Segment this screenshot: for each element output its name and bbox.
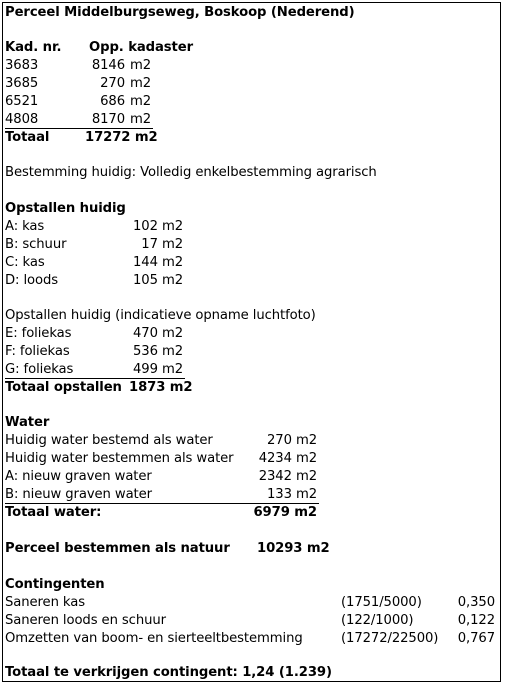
building-label: A: kas (5, 219, 45, 234)
parcel-area: 8170 (91, 112, 125, 127)
parcel-nr-header: Kad. nr. (5, 40, 62, 55)
contingent-label: Saneren loods en schuur (5, 613, 166, 628)
building-label: E: foliekas (5, 326, 72, 341)
contingents-heading: Contingenten (5, 577, 105, 592)
water-heading: Water (5, 415, 50, 430)
parcel-unit: m2 (130, 58, 152, 73)
contingent-label: Omzetten van boom- en sierteeltbestemming (5, 631, 303, 646)
parcel-area: 686 (100, 94, 125, 109)
buildings-total-label: Totaal opstallen (5, 380, 122, 395)
contingent-value: 0,350 (457, 595, 495, 610)
contingent-value: 0,767 (457, 631, 495, 646)
parcel-unit: m2 (130, 76, 152, 91)
buildings-total-divider (5, 378, 185, 379)
water-area: 4234 m2 (258, 451, 317, 466)
contingent-fraction: (17272/22500) (341, 631, 439, 646)
building-area: 105 m2 (133, 273, 183, 288)
contingent-fraction: (122/1000) (341, 613, 414, 628)
parcel-nr: 3683 (5, 58, 39, 73)
building-area: 144 m2 (133, 255, 183, 270)
parcel-unit: m2 (130, 112, 152, 127)
building-area: 17 m2 (141, 237, 183, 252)
parcel-area-header: Opp. kadaster (89, 40, 194, 55)
buildings-heading: Opstallen huidig (5, 201, 126, 216)
nature-label: Perceel bestemmen als natuur (5, 541, 230, 556)
total-contingent: Totaal te verkrijgen contingent: 1,24 (1.239) (5, 665, 332, 680)
parcel-nr: 6521 (5, 94, 39, 109)
water-label: A: nieuw graven water (5, 469, 152, 484)
water-area: 2342 m2 (258, 469, 317, 484)
buildings-total-value: 1873 m2 (129, 380, 193, 395)
parcel-unit: m2 (130, 94, 152, 109)
building-label: F: foliekas (5, 344, 70, 359)
building-area: 102 m2 (133, 219, 183, 234)
contingent-fraction: (1751/5000) (341, 595, 422, 610)
contingent-value: 0,122 (457, 613, 495, 628)
water-label: Huidig water bestemmen als water (5, 451, 234, 466)
document-page (2, 2, 501, 682)
water-total-divider (5, 503, 319, 504)
building-area: 470 m2 (133, 326, 183, 341)
building-label: B: schuur (5, 237, 67, 252)
parcel-area: 270 (100, 76, 125, 91)
contingent-label: Saneren kas (5, 595, 85, 610)
water-area: 133 m2 (267, 487, 317, 502)
parcel-area: 8146 (91, 58, 125, 73)
water-total-value: 6979 m2 (253, 505, 317, 520)
building-area: 536 m2 (133, 344, 183, 359)
building-label: D: loods (5, 273, 59, 288)
parcel-total-label: Totaal (5, 130, 50, 145)
parcel-nr: 3685 (5, 76, 39, 91)
building-label: G: foliekas (5, 362, 74, 377)
building-label: C: kas (5, 255, 45, 270)
parcel-total-divider (5, 128, 153, 129)
water-label: Huidig water bestemd als water (5, 433, 213, 448)
parcel-total-value: 17272 m2 (85, 130, 158, 145)
water-label: B: nieuw graven water (5, 487, 152, 502)
aerial-buildings-heading: Opstallen huidig (indicatieve opname luchtfoto) (5, 308, 316, 323)
document-title: Perceel Middelburgseweg, Boskoop (Nederend) (5, 5, 355, 20)
water-total-label: Totaal water: (5, 505, 102, 520)
nature-value: 10293 m2 (257, 541, 330, 556)
building-area: 499 m2 (133, 362, 183, 377)
water-area: 270 m2 (267, 433, 317, 448)
current-zoning: Bestemming huidig: Volledig enkelbestemming agrarisch (5, 165, 377, 180)
parcel-nr: 4808 (5, 112, 39, 127)
